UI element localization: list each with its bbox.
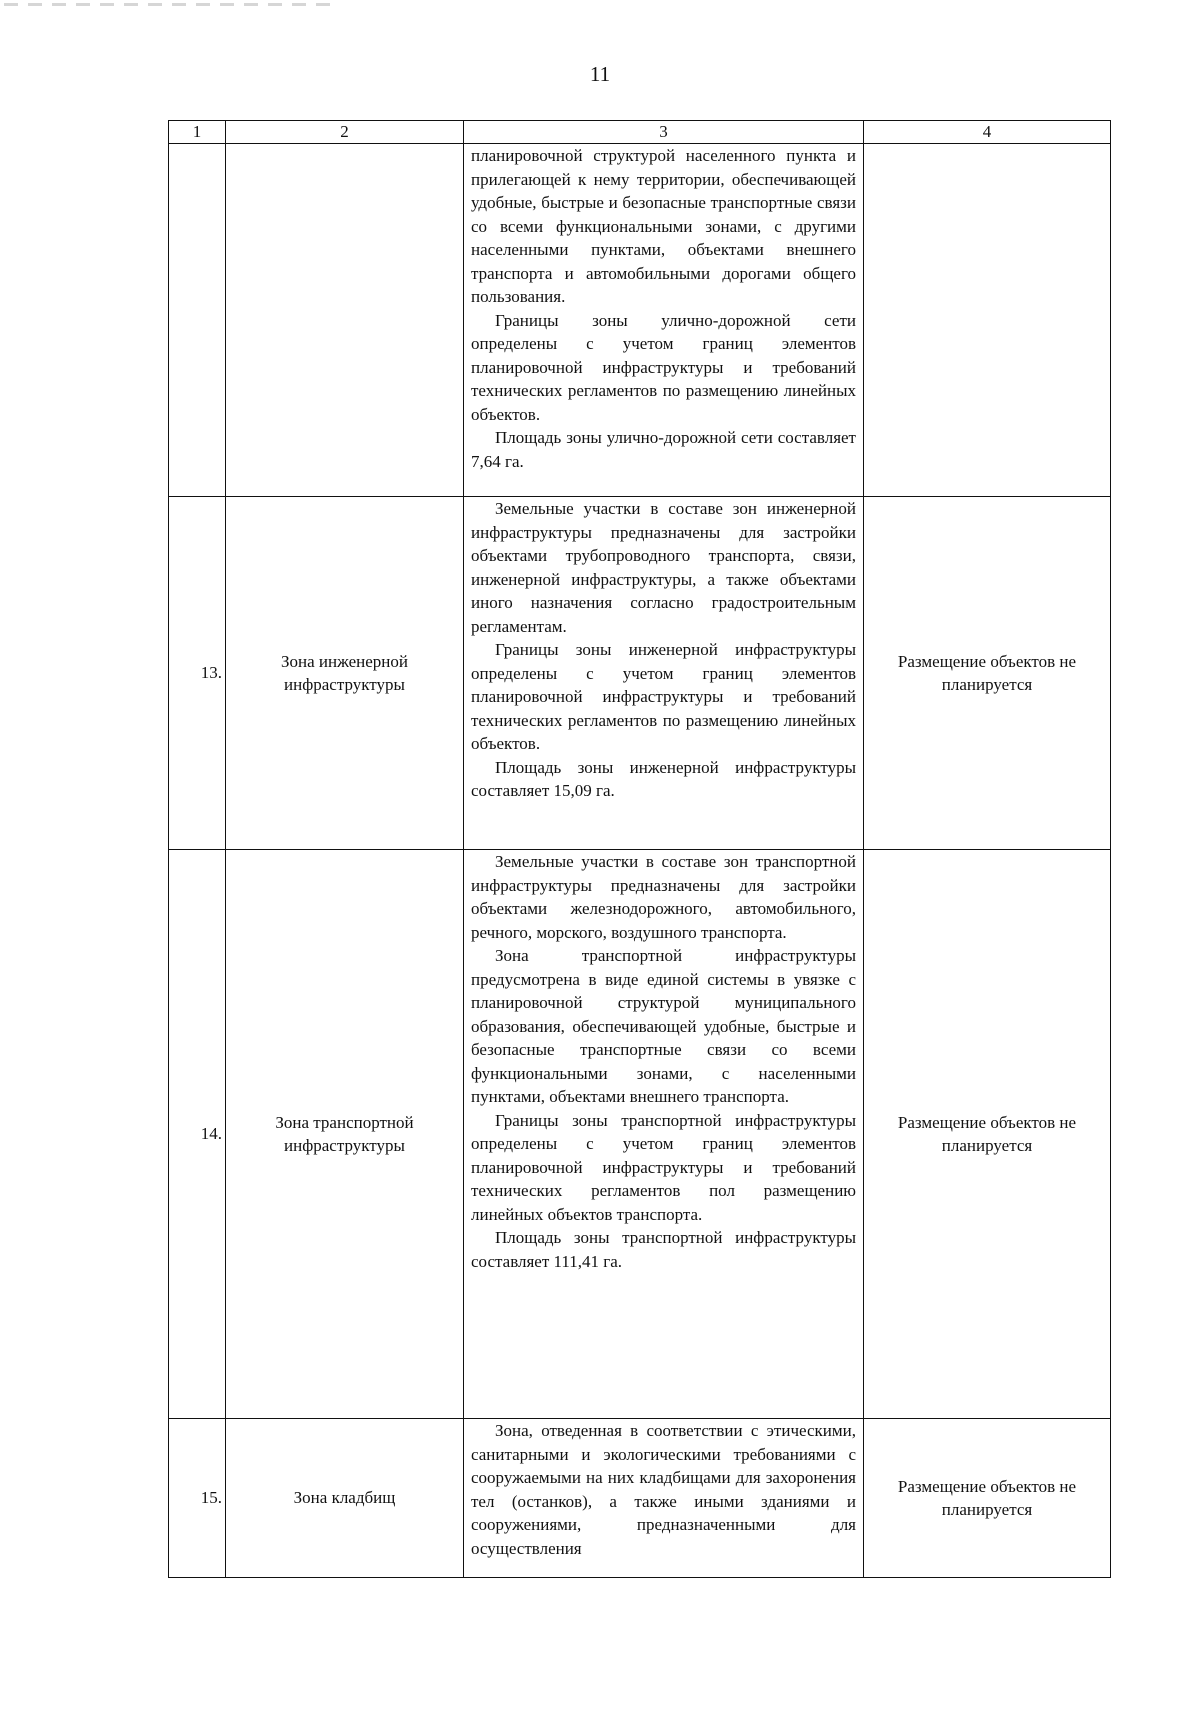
zone-description	[464, 144, 864, 497]
table-row	[169, 850, 1111, 1419]
table-row	[169, 144, 1111, 497]
planning-result: Размещение объектов не планируется	[864, 1419, 1111, 1578]
planning-result	[864, 144, 1111, 497]
description-paragraph: Границы зоны улично-дорожной сети определены с учетом границ элементов планировочной инфраструктуры и требований технических регламентов по размещению линейных объектов.	[471, 310, 856, 424]
zone-description	[464, 497, 864, 850]
description-paragraph: Площадь зоны улично-дорожной сети составляет 7,64 га.	[471, 428, 856, 471]
table-row	[169, 1419, 1111, 1578]
description-paragraph: Зона, отведенная в соответствии с этическими, санитарными и экологическими требованиями с сооружаемыми на них кладбищами для захоронения тел (останков), а также иными зданиями и сооружениями, предназначенными для осуществления	[471, 1421, 856, 1558]
page-number: 11	[589, 62, 611, 86]
planning-result: Размещение объектов не планируется	[864, 850, 1111, 1419]
zone-name: Зона транспортной инфраструктуры	[226, 850, 464, 1419]
description-paragraph: Границы зоны инженерной инфраструктуры определены с учетом границ элементов планировочной инфраструктуры и требований технических регламентов по размещению линейных объектов.	[471, 640, 856, 753]
column-header-4: 4	[864, 121, 1111, 144]
row-number	[169, 144, 226, 497]
zones-table	[168, 120, 1111, 1578]
scan-artifact	[4, 3, 334, 6]
zone-name	[226, 144, 464, 497]
row-number: 15.	[169, 1419, 226, 1578]
row-number: 13.	[169, 497, 226, 850]
description-paragraph: Зона транспортной инфраструктуры предусмотрена в виде единой системы в увязке с планировочной структурой муниципального образования, обеспечивающей удобные, быстрые и безопасные транспортные связи со всеми функциональными зонами, с населенными пунктами, объектами внешнего транспорта.	[471, 946, 856, 1106]
planning-result: Размещение объектов не планируется	[864, 497, 1111, 850]
description-paragraph: планировочной структурой населенного пункта и прилегающей к нему территории, обеспечивающей удобные, быстрые и безопасные транспортные связи со всеми функциональными зонами, с другими населенными пунктами, объектами внешнего транспорта и автомобильными дорогами общего пользования.	[471, 146, 856, 306]
description-paragraph: Площадь зоны транспортной инфраструктуры составляет 111,41 га.	[471, 1228, 856, 1271]
description-paragraph: Земельные участки в составе зон инженерной инфраструктуры предназначены для застройки объектами трубопроводного транспорта, связи, инженерной инфраструктуры, а также объектами иного назначения согласно градостроительным регламентам.	[471, 499, 856, 636]
table-row	[169, 497, 1111, 850]
zone-name: Зона инженерной инфраструктуры	[226, 497, 464, 850]
description-paragraph: Площадь зоны инженерной инфраструктуры составляет 15,09 га.	[471, 757, 856, 800]
zone-description	[464, 850, 864, 1419]
column-header-1: 1	[169, 121, 226, 144]
row-number: 14.	[169, 850, 226, 1419]
description-paragraph: Границы зоны транспортной инфраструктуры определены с учетом границ элементов планировочной инфраструктуры и требований технических регламентов пол размещению линейных объектов транспорта.	[471, 1110, 856, 1224]
zone-name: Зона кладбищ	[226, 1419, 464, 1578]
zone-description	[464, 1419, 864, 1578]
description-paragraph: Земельные участки в составе зон транспортной инфраструктуры предназначены для застройки объектами железнодорожного, автомобильного, речного, морского, воздушного транспорта.	[471, 852, 856, 942]
column-header-3: 3	[464, 121, 864, 144]
column-header-2: 2	[226, 121, 464, 144]
table-header-row	[169, 121, 1111, 144]
